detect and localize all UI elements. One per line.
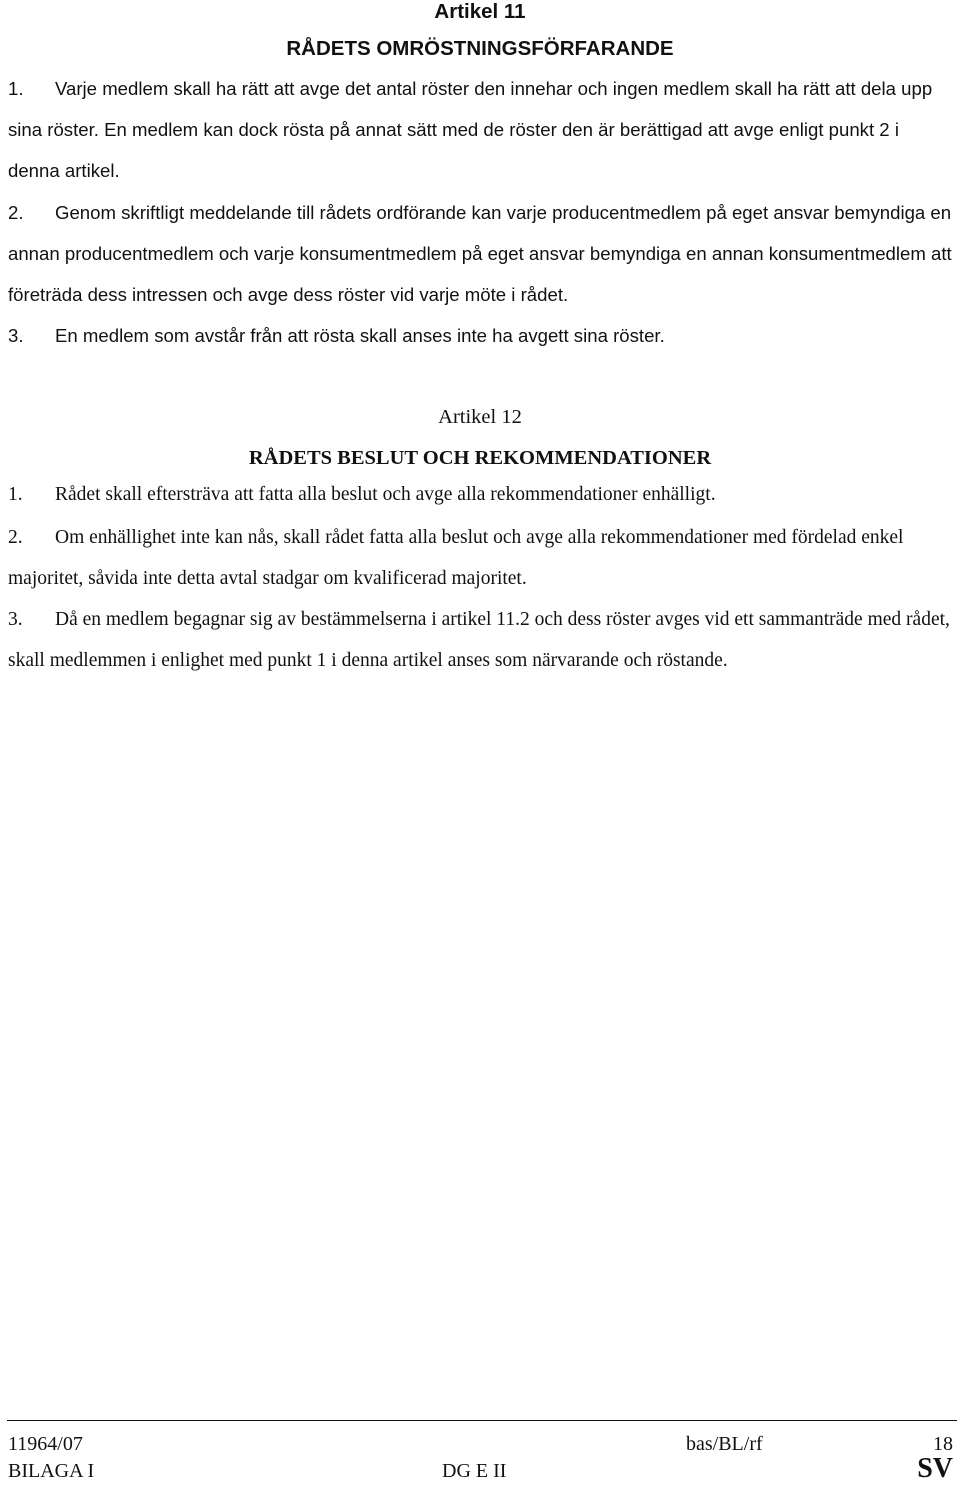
article-11-paragraph-1 bbox=[8, 68, 953, 191]
footer-language-code: SV bbox=[917, 1453, 953, 1484]
footer-row-2 bbox=[8, 1453, 953, 1485]
paragraph-text: Om enhällighet inte kan nås, skall rådet fatta alla beslut och avge alla rekommendationer med fördelad enkel majoritet, såvida inte detta avtal stadgar om kvalificerad majoritet. bbox=[8, 527, 904, 589]
article-11-title: Artikel 11 bbox=[434, 0, 526, 23]
footer-page-number: 18 bbox=[933, 1433, 953, 1455]
paragraph-text: En medlem som avstår från att rösta skall anses inte ha avgett sina röster. bbox=[55, 325, 665, 346]
footer-divider bbox=[7, 1420, 957, 1421]
article-12-paragraph-1 bbox=[8, 474, 953, 515]
footer-initials: bas/BL/rf bbox=[686, 1433, 763, 1455]
paragraph-text: Varje medlem skall ha rätt att avge det antal röster den innehar och ingen medlem skall ha rätt att dela upp sina röster. En medlem kan dock rösta på annat sätt med de röster den är berättigad att avge enligt punkt 2 i denna artikel. bbox=[8, 78, 933, 181]
footer-row-1 bbox=[8, 1430, 953, 1458]
paragraph-number: 3. bbox=[8, 609, 23, 630]
article-11-paragraph-3 bbox=[8, 315, 953, 356]
footer-directorate: DG E II bbox=[442, 1460, 507, 1482]
article-11-subtitle: RÅDETS OMRÖSTNINGSFÖRFARANDE bbox=[286, 37, 674, 60]
footer-annex: BILAGA I bbox=[8, 1460, 95, 1482]
paragraph-number: 1. bbox=[8, 78, 24, 99]
article-12-subtitle: RÅDETS BESLUT OCH REKOMMENDATIONER bbox=[248, 447, 712, 469]
footer-doc-number: 11964/07 bbox=[8, 1433, 83, 1455]
article-12-paragraph-3 bbox=[8, 599, 953, 681]
paragraph-text: Genom skriftligt meddelande till rådets ordförande kan varje producentmedlem på eget ansvar bemyndiga en annan producentmedlem och varje konsumentmedlem på eget ansvar bemyndiga en annan konsumentmedlem att företräda dess intressen och avge dess röster vid varje möte i rådet. bbox=[8, 202, 952, 305]
paragraph-number: 2. bbox=[8, 202, 24, 223]
article-12-title: Artikel 12 bbox=[438, 406, 522, 428]
article-11-paragraph-2 bbox=[8, 192, 953, 315]
paragraph-number: 3. bbox=[8, 325, 24, 346]
paragraph-text: Då en medlem begagnar sig av bestämmelserna i artikel 11.2 och dess röster avges vid ett sammanträde med rådet, skall medlemmen i enlighet med punkt 1 i denna artikel anses som närvarande och röstande. bbox=[8, 609, 950, 671]
paragraph-number: 1. bbox=[8, 484, 23, 505]
paragraph-text: Rådet skall eftersträva att fatta alla beslut och avge alla rekommendationer enhälligt. bbox=[55, 484, 716, 505]
article-12-paragraph-2 bbox=[8, 517, 953, 599]
paragraph-number: 2. bbox=[8, 527, 23, 548]
